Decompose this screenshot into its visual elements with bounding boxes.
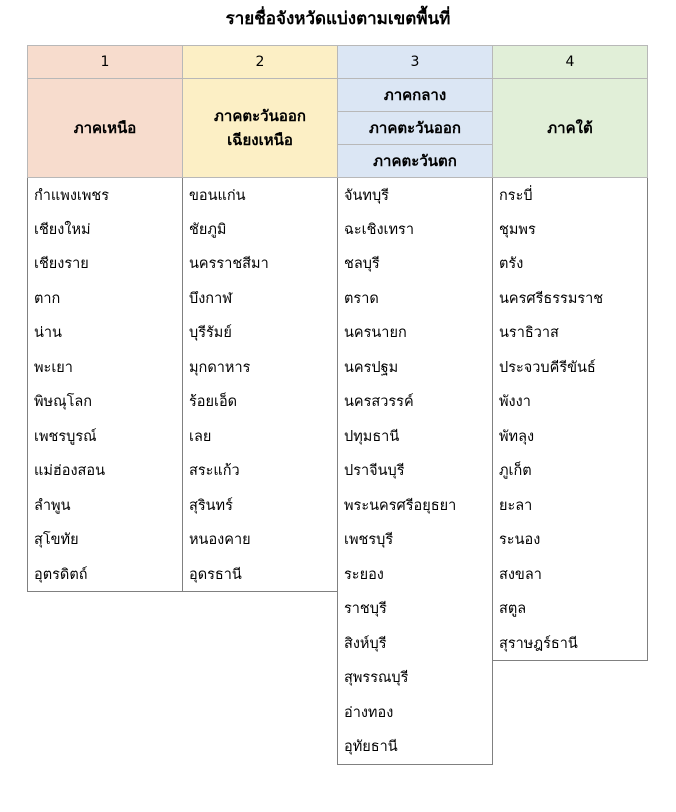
- empty-cell: [28, 695, 183, 730]
- region-header-south: [493, 79, 648, 178]
- empty-cell: [493, 730, 648, 765]
- province-northeast: บุรีรัมย์: [183, 316, 338, 351]
- province-south: พัทลุง: [493, 419, 648, 454]
- region-name-south: ภาคใต้: [547, 119, 593, 137]
- table-row: [28, 385, 648, 420]
- province-northeast: ชัยภูมิ: [183, 212, 338, 247]
- empty-cell: [28, 730, 183, 765]
- province-northeast: นครราชสีมา: [183, 247, 338, 282]
- table-row: [28, 488, 648, 523]
- province-central: ตราด: [338, 281, 493, 316]
- province-northeast: บึงกาฬ: [183, 281, 338, 316]
- province-south: กระบี่: [493, 178, 648, 213]
- region-name-northeast-line-2: เฉียงเหนือ: [227, 131, 293, 149]
- table-row: [28, 523, 648, 558]
- table-row: [28, 454, 648, 489]
- province-central: นครสวรรค์: [338, 385, 493, 420]
- province-central: ฉะเชิงเทรา: [338, 212, 493, 247]
- column-number-1: 1: [28, 46, 183, 79]
- empty-cell: [183, 626, 338, 661]
- province-south: ประจวบคีรีขันธ์: [493, 350, 648, 385]
- province-central: นครปฐม: [338, 350, 493, 385]
- province-north: ลำพูน: [28, 488, 183, 523]
- region-header-north: [28, 79, 183, 178]
- province-northeast: ร้อยเอ็ด: [183, 385, 338, 420]
- table-row: [28, 626, 648, 661]
- region-header-central: ภาคกลาง: [338, 79, 493, 112]
- empty-cell: [183, 592, 338, 627]
- province-north: ตาก: [28, 281, 183, 316]
- province-north: แม่ฮ่องสอน: [28, 454, 183, 489]
- empty-cell: [493, 661, 648, 696]
- province-south: ชุมพร: [493, 212, 648, 247]
- region-name-north: ภาคเหนือ: [73, 119, 137, 137]
- province-table: [27, 45, 648, 765]
- province-northeast: เลย: [183, 419, 338, 454]
- column-number-2: 2: [183, 46, 338, 79]
- region-header-row: [28, 79, 648, 112]
- province-central: อุทัยธานี: [338, 730, 493, 765]
- province-north: เชียงราย: [28, 247, 183, 282]
- column-number-3: 3: [338, 46, 493, 79]
- province-north: สุโขทัย: [28, 523, 183, 558]
- province-list-body: [28, 178, 648, 765]
- province-south: สตูล: [493, 592, 648, 627]
- province-north: เชียงใหม่: [28, 212, 183, 247]
- table-row: [28, 316, 648, 351]
- province-south: ภูเก็ต: [493, 454, 648, 489]
- province-central: เพชรบุรี: [338, 523, 493, 558]
- province-north: เพชรบูรณ์: [28, 419, 183, 454]
- province-central: ราชบุรี: [338, 592, 493, 627]
- province-central: ชลบุรี: [338, 247, 493, 282]
- empty-cell: [183, 695, 338, 730]
- province-northeast: สระแก้ว: [183, 454, 338, 489]
- empty-cell: [28, 592, 183, 627]
- table-row: [28, 592, 648, 627]
- region-header-northeast: [183, 79, 338, 178]
- province-northeast: สุรินทร์: [183, 488, 338, 523]
- province-central: สุพรรณบุรี: [338, 661, 493, 696]
- province-central: ระยอง: [338, 557, 493, 592]
- province-central: จันทบุรี: [338, 178, 493, 213]
- province-north: น่าน: [28, 316, 183, 351]
- province-central: นครนายก: [338, 316, 493, 351]
- province-northeast: ขอนแก่น: [183, 178, 338, 213]
- province-central: พระนครศรีอยุธยา: [338, 488, 493, 523]
- province-south: พังงา: [493, 385, 648, 420]
- region-header-west: ภาคตะวันตก: [338, 145, 493, 178]
- province-south: สุราษฎร์ธานี: [493, 626, 648, 661]
- province-south: สงขลา: [493, 557, 648, 592]
- province-central: ปราจีนบุรี: [338, 454, 493, 489]
- province-south: ระนอง: [493, 523, 648, 558]
- table-row: [28, 281, 648, 316]
- empty-cell: [493, 695, 648, 730]
- table-row: [28, 247, 648, 282]
- empty-cell: [28, 626, 183, 661]
- table-row: [28, 695, 648, 730]
- empty-cell: [183, 730, 338, 765]
- table-row: [28, 419, 648, 454]
- province-north: พะเยา: [28, 350, 183, 385]
- province-north: อุตรดิตถ์: [28, 557, 183, 592]
- region-name-northeast-line-1: ภาคตะวันออก: [214, 107, 306, 125]
- province-northeast: หนองคาย: [183, 523, 338, 558]
- province-south: ตรัง: [493, 247, 648, 282]
- region-header-east: ภาคตะวันออก: [338, 112, 493, 145]
- province-northeast: มุกดาหาร: [183, 350, 338, 385]
- column-number-4: 4: [493, 46, 648, 79]
- table-row: [28, 557, 648, 592]
- province-north: พิษณุโลก: [28, 385, 183, 420]
- table-row: [28, 661, 648, 696]
- province-central: ปทุมธานี: [338, 419, 493, 454]
- empty-cell: [28, 661, 183, 696]
- page-title: รายชื่อจังหวัดแบ่งตามเขตพื้นที่: [225, 9, 451, 29]
- province-south: นราธิวาส: [493, 316, 648, 351]
- table-row: [28, 178, 648, 213]
- province-central: สิงห์บุรี: [338, 626, 493, 661]
- province-northeast: อุดรธานี: [183, 557, 338, 592]
- column-number-row: [28, 46, 648, 79]
- table-row: [28, 212, 648, 247]
- province-north: กำแพงเพชร: [28, 178, 183, 213]
- province-south: นครศรีธรรมราช: [493, 281, 648, 316]
- table-row: [28, 350, 648, 385]
- empty-cell: [183, 661, 338, 696]
- table-row: [28, 730, 648, 765]
- province-south: ยะลา: [493, 488, 648, 523]
- province-central: อ่างทอง: [338, 695, 493, 730]
